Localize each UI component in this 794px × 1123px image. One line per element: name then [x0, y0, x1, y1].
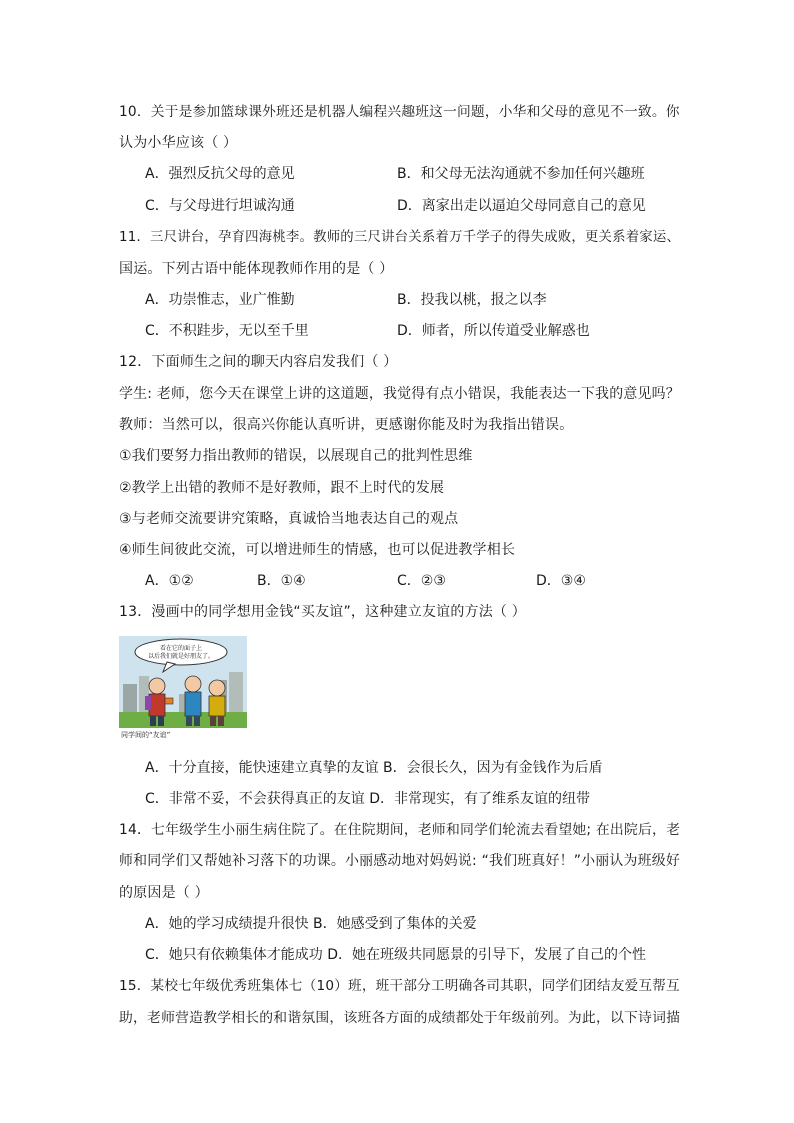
q15-stem-line-1: 15．某校七年级优秀班集体七（10）班，班干部分工明确各司其职，同学们团结友爱互帮互 [119, 978, 680, 994]
q14-stem-line-2: 师和同学们又帮她补习落下的功课。小丽感动地对妈妈说: “我们班真好！”小丽认为班级好 [119, 853, 680, 869]
q12-option-a: A．①② [145, 573, 194, 589]
q12-option-c: C．②③ [397, 573, 446, 589]
q10-option-d: D．离家出走以逼迫父母同意自己的意见 [397, 198, 646, 214]
q15-stem-line-2: 助，老师营造教学相长的和谐氛围，该班各方面的成绩都处于年级前列。为此，以下诗词描 [119, 1010, 681, 1026]
q11-option-a: A．功崇惟志，业广惟勤 [145, 292, 295, 308]
q14-options-ab: A．她的学习成绩提升很快 B．她感受到了集体的关爱 [145, 916, 477, 932]
q10-option-b: B．和父母无法沟通就不参加任何兴趣班 [397, 166, 645, 182]
q11-stem-line-2: 国运。下列古语中能体现教师作用的是（ ） [119, 261, 394, 277]
q12-option-b: B．①④ [257, 573, 306, 589]
cartoon-bubble-line-2: 以后我们就是好朋友了。 [147, 653, 215, 660]
q11-stem-line-1: 11．三尺讲台，孕育四海桃李。教师的三尺讲台关系着万千学子的得失成败，更关系着家运、 [119, 230, 681, 245]
q12-stem: 12．下面师生之间的聊天内容启发我们（ ） [119, 354, 398, 370]
q12-statement-2: ②教学上出错的教师不是好教师，跟不上时代的发展 [119, 480, 445, 496]
q12-option-d: D．③④ [536, 573, 586, 589]
q12-student-line: 学生: 老师，您今天在课堂上讲的这道题，我觉得有点小错误，我能表达一下我的意见吗？ [119, 386, 680, 402]
q10-stem-line-2: 认为小华应该（ ） [119, 135, 238, 151]
q12-statement-1: ①我们要努力指出教师的错误，以展现自己的批判性思维 [119, 448, 473, 464]
q14-stem-line-1: 14．七年级学生小丽生病住院了。在住院期间，老师和同学们轮流去看望她; 在出院后，老 [119, 822, 681, 838]
q11-option-c: C．不积跬步，无以至千里 [145, 323, 309, 339]
q10-option-c: C．与父母进行坦诚沟通 [145, 198, 295, 214]
q11-option-d: D．师者，所以传道受业解惑也 [397, 323, 590, 339]
q13-options-cd: C．非常不妥，不会获得真正的友谊 D．非常现实，有了维系友谊的纽带 [145, 791, 591, 807]
q11-option-b: B．投我以桃，报之以李 [397, 292, 547, 308]
cartoon-bubble-line-1: 看在它的面子上 [159, 645, 203, 652]
q12-statement-4: ④师生间彼此交流，可以增进师生的情感，也可以促进教学相长 [119, 542, 516, 558]
q12-teacher-line: 教师：当然可以，很高兴你能认真听讲，更感谢你能及时为我指出错误。 [119, 417, 574, 433]
q10-option-a: A．强烈反抗父母的意见 [145, 166, 295, 182]
q13-stem: 13．漫画中的同学想用金钱“买友谊”，这种建立友谊的方法（ ） [119, 604, 526, 620]
q14-stem-line-3: 的原因是（ ） [119, 885, 209, 901]
q12-statement-3: ③与老师交流要讲究策略，真诚恰当地表达自己的观点 [119, 511, 459, 527]
cartoon-caption: 同学间的“友谊” [121, 731, 171, 739]
q10-stem-line-1: 10．关于是参加篮球课外班还是机器人编程兴趣班这一问题，小华和父母的意见不一致。你 [119, 104, 680, 120]
q14-options-cd: C．她只有依赖集体才能成功 D．她在班级共同愿景的引导下，发展了自己的个性 [145, 947, 647, 963]
q13-options-ab: A．十分直接，能快速建立真挚的友谊 B．会很长久，因为有金钱作为后盾 [145, 760, 603, 776]
cartoon-illustration-icon [119, 636, 247, 740]
